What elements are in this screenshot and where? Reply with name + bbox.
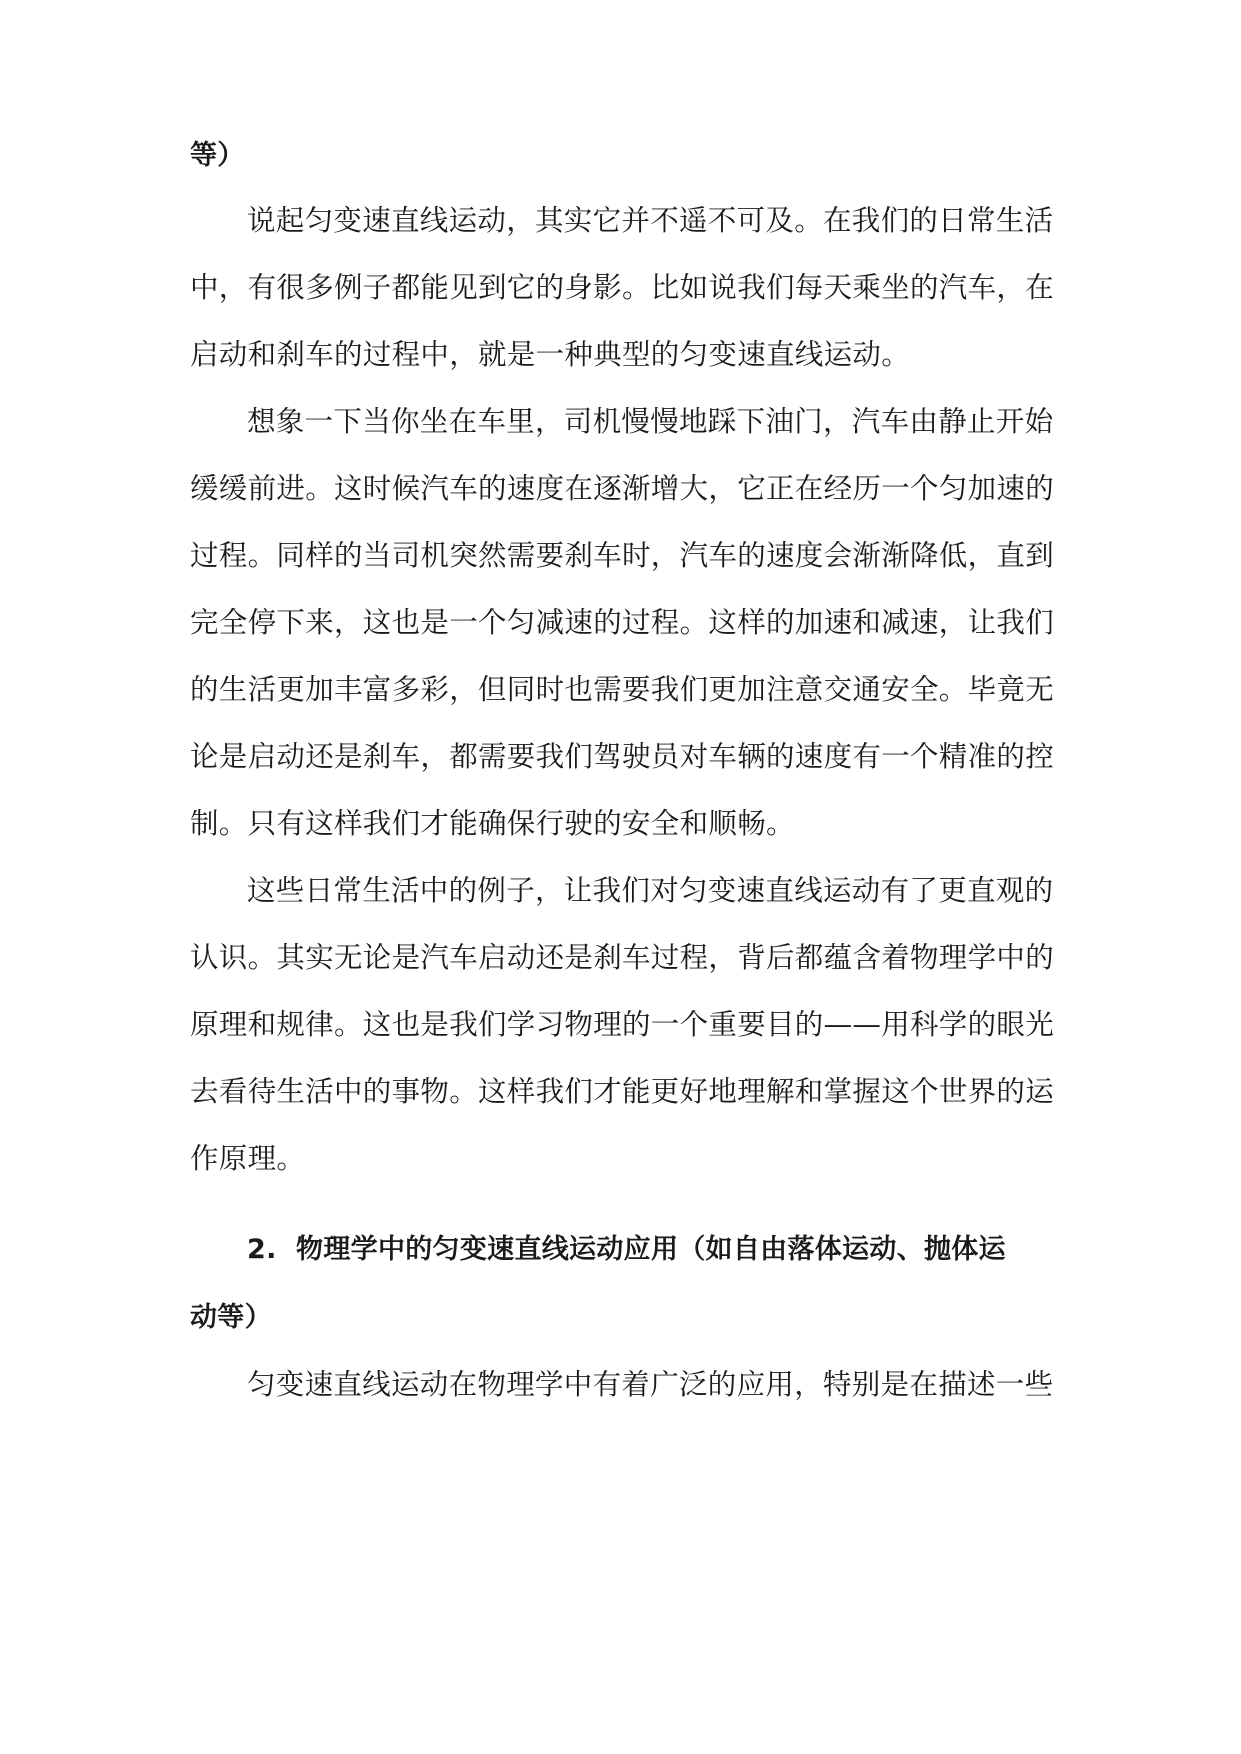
paragraph-line: 缓缓前进。这时候汽车的速度在逐渐增大，它正在经历一个匀加速的 [190,472,1055,505]
section-heading-continued: 等） [190,140,245,171]
paragraph-line: 论是启动还是刹车，都需要我们驾驶员对车辆的速度有一个精准的控 [190,740,1055,773]
section-heading: 2. 物理学中的匀变速直线运动应用（如自由落体运动、抛体运 [247,1234,1006,1265]
paragraph-line: 启动和刹车的过程中，就是一种典型的匀变速直线运动。 [190,338,911,371]
paragraph-line: 去看待生活中的事物。这样我们才能更好地理解和掌握这个世界的运 [190,1075,1055,1108]
paragraph-line: 想象一下当你坐在车里，司机慢慢地踩下油门，汽车由静止开始 [247,405,1054,438]
paragraph-line: 过程。同样的当司机突然需要刹车时，汽车的速度会渐渐降低，直到 [190,539,1055,572]
paragraph-line: 原理和规律。这也是我们学习物理的一个重要目的——用科学的眼光 [190,1008,1055,1041]
paragraph-line: 说起匀变速直线运动，其实它并不遥不可及。在我们的日常生活 [247,204,1054,237]
section-heading-continued: 动等） [190,1302,272,1333]
paragraph-line: 的生活更加丰富多彩，但同时也需要我们更加注意交通安全。毕竟无 [190,673,1055,706]
paragraph-line: 认识。其实无论是汽车启动还是刹车过程，背后都蕴含着物理学中的 [190,941,1055,974]
paragraph-line: 中，有很多例子都能见到它的身影。比如说我们每天乘坐的汽车，在 [190,271,1055,304]
paragraph-line: 制。只有这样我们才能确保行驶的安全和顺畅。 [190,807,795,840]
paragraph-line: 这些日常生活中的例子，让我们对匀变速直线运动有了更直观的 [247,874,1054,907]
paragraph-line: 完全停下来，这也是一个匀减速的过程。这样的加速和减速，让我们 [190,606,1055,639]
paragraph-line: 作原理。 [190,1142,306,1175]
paragraph-line: 匀变速直线运动在物理学中有着广泛的应用，特别是在描述一些 [247,1368,1054,1401]
